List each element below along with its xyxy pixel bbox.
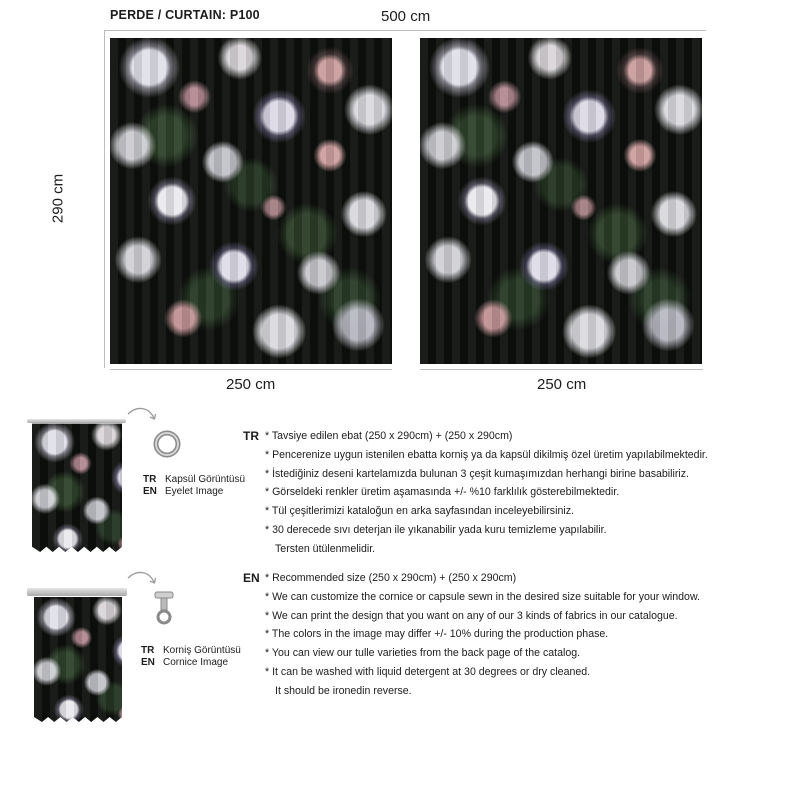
eyelet-caption	[143, 474, 245, 498]
curtain-panel-right	[420, 38, 702, 364]
product-title: PERDE / CURTAIN: P100	[110, 8, 260, 22]
total-width-label: 500 cm	[381, 8, 431, 25]
panel-width-left: 250 cm	[226, 376, 276, 393]
cornice-tr-label: Korniş Görüntüsü	[163, 645, 241, 656]
left-dimension-line	[104, 30, 105, 368]
tr-line: Tersten ütülenmelidir.	[275, 542, 376, 555]
cornice-tr-code: TR	[141, 645, 155, 656]
cornice-en-label: Cornice Image	[163, 657, 229, 668]
en-info-list	[265, 569, 700, 701]
en-line: * We can customize the cornice or capsule sewn in the desired size suitable for your window.	[265, 590, 700, 603]
cornice-arrow-icon	[126, 568, 160, 592]
bottom-dimension-line-right	[420, 369, 703, 370]
eyelet-curtain-image	[32, 421, 122, 552]
en-line: * Recommended size (250 x 290cm) + (250 x 290cm)	[265, 572, 517, 584]
tr-line: * 30 derecede sıvı deterjan ile yıkanabilir yada kuru temizleme yapılabilir.	[265, 523, 607, 536]
en-line: * It can be washed with liquid detergent at 30 degrees or dry cleaned.	[265, 665, 591, 678]
cornice-curtain-rod	[27, 588, 127, 596]
eyelet-curtain-rod	[27, 419, 126, 423]
tr-line: * Tül çeşitlerimizi kataloğun en arka sayfasından inceleyebilirsiniz.	[265, 505, 574, 518]
en-line: * The colors in the image may differ +/- 10% during the production phase.	[265, 628, 609, 641]
cornice-glider-icon	[153, 591, 175, 625]
tr-language-code: TR	[243, 429, 259, 443]
eyelet-tr-label: Kapsül Görüntüsü	[165, 474, 246, 485]
en-language-code: EN	[243, 571, 260, 585]
tr-line: * Tavsiye edilen ebat (250 x 290cm) + (250 x 290cm)	[265, 430, 513, 442]
eyelet-tr-code: TR	[143, 474, 157, 485]
cornice-caption	[141, 645, 241, 669]
bottom-dimension-line-left	[110, 369, 392, 370]
en-line: * We can print the design that you want on any of our 3 kinds of fabrics in our catalogue.	[265, 609, 678, 622]
tr-info-list	[265, 427, 708, 559]
tr-line: * Pencerenize uygun istenilen ebatta korniş ya da kapsül dikilmiş özel üretim yapılabilmektedir.	[265, 448, 708, 461]
en-line: It should be ironedin reverse.	[275, 684, 412, 697]
tr-line: * İstediğiniz deseni kartelamızda bulunan 3 çeşit kumaşımızdan herhangi birine basabiliriz.	[265, 467, 689, 480]
cornice-curtain-image	[34, 597, 122, 722]
curtain-panel-left	[110, 38, 392, 364]
cornice-en-code: EN	[141, 657, 155, 668]
tr-line: * Görseldeki renkler üretim aşamasında +/- %10 farklılık gösterebilmektedir.	[265, 486, 620, 499]
panel-width-right: 250 cm	[537, 376, 587, 393]
eyelet-arrow-icon	[126, 404, 160, 428]
eyelet-ring-icon	[153, 430, 181, 458]
top-dimension-line	[104, 30, 706, 31]
eyelet-en-label: Eyelet Image	[165, 486, 224, 497]
height-label: 290 cm	[49, 173, 67, 224]
eyelet-en-code: EN	[143, 486, 157, 497]
en-line: * You can view our tulle varieties from the back page of the catalog.	[265, 647, 581, 660]
